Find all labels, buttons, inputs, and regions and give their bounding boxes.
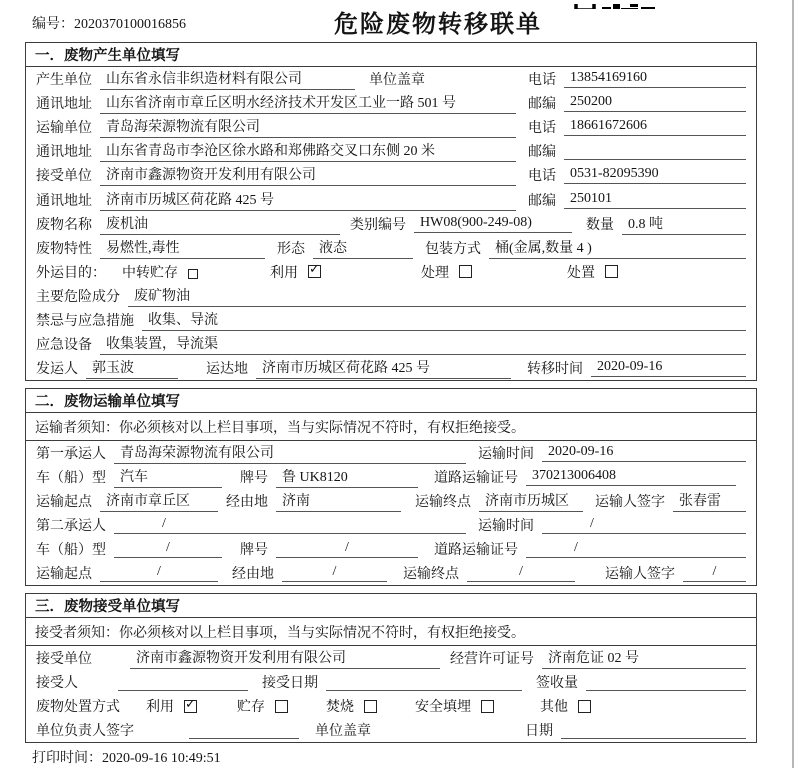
quantity-value: 0.8 吨 [622, 213, 746, 235]
quantity-label: 数量 [586, 217, 614, 233]
vehicle-type-label: 车（船）型 [36, 543, 106, 558]
receive-unit-label: 接受单位 [36, 169, 92, 185]
carrier2-value: / [114, 516, 466, 534]
serial-number: 2020370100016856 [74, 17, 186, 32]
row-waste-name [26, 212, 756, 236]
right-window-edge [792, 0, 794, 768]
unit-stamp-label: 单位盖章 [369, 73, 425, 89]
plate-label: 牌号 [240, 471, 268, 486]
via-value: 济南 [276, 490, 401, 512]
route-start-value: / [100, 564, 218, 582]
transporter-sign-label: 运输人签字 [605, 567, 675, 582]
vehicle-type-value: / [114, 540, 222, 558]
transporter-sign-value: 张春雷 [673, 490, 746, 512]
purpose-option [421, 262, 472, 282]
clipped-stamp-icon [574, 0, 656, 9]
disposal-option [237, 696, 288, 716]
row-produce-unit [26, 67, 756, 91]
row-carrier-1 [26, 441, 756, 465]
road-license-value: 370213006408 [526, 468, 736, 486]
receive-date-label: 接受日期 [262, 676, 318, 691]
disposal-option [146, 696, 197, 716]
section-producer-title: 一．废物产生单位填写 [26, 43, 756, 67]
transporter-notice: 运输者须知：你必须核对以上栏目事项，当与实际情况不符时，有权拒绝接受。 [26, 413, 756, 441]
receiver-value [118, 674, 248, 691]
purpose-label: 外运目的： [36, 265, 106, 281]
section-producer [25, 42, 757, 381]
dispatcher-label: 发运人 [36, 362, 78, 378]
row-address-2 [26, 139, 756, 163]
date-label: 日期 [525, 724, 553, 739]
via-value: / [282, 564, 387, 582]
row-equipment [26, 332, 756, 356]
row-receiver [26, 670, 756, 694]
packing-label: 包装方式 [425, 241, 481, 257]
unit-head-sign-label: 单位负责人签字 [36, 724, 134, 739]
produce-unit-label: 产生单位 [36, 73, 92, 89]
transporter-sign-label: 运输人签字 [595, 495, 665, 510]
purpose-option-label: 中转贮存 [122, 265, 178, 281]
zip-value: 250200 [564, 94, 746, 112]
business-license-label: 经营许可证号 [450, 652, 534, 667]
row-receive-unit [26, 646, 756, 670]
row-disposal [26, 694, 756, 718]
checkbox-checked-icon [308, 265, 321, 278]
route-start-label: 运输起点 [36, 567, 92, 582]
checkbox-checked-icon [184, 700, 197, 713]
business-license-value: 济南危证 02 号 [542, 647, 746, 669]
zip-label: 邮编 [528, 193, 556, 209]
form-label: 形态 [277, 241, 305, 257]
address-value: 山东省青岛市李沧区徐水路和郑佛路交叉口东侧 20 米 [100, 140, 516, 162]
phone-value: 0531-82095390 [564, 166, 746, 184]
row-route-2 [26, 561, 756, 585]
purpose-option [122, 262, 198, 282]
transport-time-value: / [542, 516, 746, 534]
road-license-label: 道路运输证号 [434, 471, 518, 486]
produce-unit-value: 山东省永信非织造材料有限公司 [100, 68, 355, 90]
equipment-label: 应急设备 [36, 338, 92, 354]
row-address-1 [26, 91, 756, 115]
transport-time-label: 运输时间 [478, 519, 534, 534]
packing-value: 桶(金属,数量 4 ) [489, 237, 746, 259]
section-transporter [25, 388, 757, 586]
road-license-value: / [526, 540, 746, 558]
category-code-label: 类别编号 [350, 217, 406, 233]
zip-label: 邮编 [528, 97, 556, 113]
serial-label: 编号： [32, 17, 74, 32]
print-time-value: 2020-09-16 10:49:51 [102, 751, 221, 766]
purpose-option [567, 262, 618, 282]
disposal-option-label: 其他 [540, 700, 568, 715]
plate-label: 牌号 [240, 543, 268, 558]
address-value: 济南市历城区荷花路 425 号 [100, 189, 516, 211]
transport-unit-value: 青岛海荣源物流有限公司 [100, 116, 516, 138]
taboo-value: 收集、导流 [142, 309, 746, 331]
section-receiver [25, 593, 757, 743]
hazard-label: 主要危险成分 [36, 289, 120, 305]
vehicle-type-label: 车（船）型 [36, 471, 106, 486]
route-end-value: / [467, 564, 575, 582]
via-label: 经由地 [226, 495, 268, 510]
receive-unit-value: 济南市鑫源物资开发利用有限公司 [130, 647, 440, 669]
route-end-label: 运输终点 [415, 495, 471, 510]
row-dispatch [26, 356, 756, 380]
purpose-option [270, 262, 321, 282]
signed-quantity-label: 签收量 [536, 676, 578, 691]
transfer-time-value: 2020-09-16 [591, 359, 746, 377]
receive-date-value [326, 674, 522, 691]
phone-value: 18661672606 [564, 118, 746, 136]
via-label: 经由地 [232, 567, 274, 582]
category-code-value: HW08(900-249-08) [414, 215, 572, 233]
dispatcher-value: 郭玉波 [86, 357, 178, 379]
section-receiver-title: 三．废物接受单位填写 [26, 594, 756, 618]
checkbox-icon [605, 265, 618, 278]
transport-unit-label: 运输单位 [36, 121, 92, 137]
row-carrier-2 [26, 513, 756, 537]
destination-value: 济南市历城区荷花路 425 号 [256, 357, 511, 379]
receive-unit-value: 济南市鑫源物资开发利用有限公司 [100, 164, 516, 186]
checkbox-icon [275, 700, 288, 713]
receiver-notice: 接受者须知：你必须核对以上栏目事项，当与实际情况不符时，有权拒绝接受。 [26, 618, 756, 646]
carrier1-label: 第一承运人 [36, 447, 106, 462]
address-label: 通讯地址 [36, 97, 92, 113]
road-license-label: 道路运输证号 [434, 543, 518, 558]
route-end-value: 济南市历城区 [479, 490, 583, 512]
disposal-option [415, 696, 494, 716]
print-time [32, 747, 221, 767]
transport-time-label: 运输时间 [478, 447, 534, 462]
purpose-option-label: 利用 [270, 265, 298, 281]
row-transport-unit [26, 115, 756, 139]
date-value [561, 722, 746, 739]
waste-name-value: 废机油 [100, 213, 340, 235]
checkbox-icon [578, 700, 591, 713]
form-value: 液态 [313, 237, 413, 259]
phone-value: 13854169160 [564, 70, 746, 88]
row-waste-props [26, 236, 756, 260]
purpose-option-label: 处置 [567, 265, 595, 281]
row-address-3 [26, 187, 756, 211]
checkbox-icon [459, 265, 472, 278]
address-value: 山东省济南市章丘区明水经济技术开发区工业一路 501 号 [100, 92, 516, 114]
zip-value [564, 143, 746, 160]
route-end-label: 运输终点 [403, 567, 459, 582]
receive-unit-label: 接受单位 [36, 652, 92, 667]
zip-value: 250101 [564, 191, 746, 209]
row-vehicle-1 [26, 465, 756, 489]
row-receive-unit [26, 163, 756, 187]
taboo-label: 禁忌与应急措施 [36, 313, 134, 329]
disposal-option-label: 贮存 [237, 700, 265, 715]
equipment-value: 收集装置，导流渠 [100, 333, 746, 355]
phone-label: 电话 [528, 169, 556, 185]
signed-quantity-value [586, 674, 746, 691]
waste-props-label: 废物特性 [36, 241, 92, 257]
transfer-time-label: 转移时间 [527, 362, 583, 378]
carrier2-label: 第二承运人 [36, 519, 106, 534]
disposal-label: 废物处置方式 [36, 700, 120, 715]
checkbox-icon [188, 269, 198, 279]
hazard-value: 废矿物油 [128, 285, 746, 307]
plate-value: / [276, 540, 418, 558]
phone-label: 电话 [528, 73, 556, 89]
plate-value: 鲁 UK8120 [276, 466, 418, 488]
address-label: 通讯地址 [36, 193, 92, 209]
row-purpose [26, 260, 756, 284]
section-transporter-title: 二．废物运输单位填写 [26, 389, 756, 413]
phone-label: 电话 [528, 121, 556, 137]
purpose-option-label: 处理 [421, 265, 449, 281]
unit-stamp-label: 单位盖章 [315, 724, 371, 739]
carrier1-value: 青岛海荣源物流有限公司 [114, 442, 466, 464]
unit-head-sign-value [189, 722, 299, 739]
receiver-label: 接受人 [36, 676, 78, 691]
print-time-label: 打印时间： [32, 751, 102, 766]
destination-label: 运达地 [206, 362, 248, 378]
disposal-option-label: 利用 [146, 700, 174, 715]
row-vehicle-2 [26, 537, 756, 561]
address-label: 通讯地址 [36, 145, 92, 161]
disposal-option-label: 安全填埋 [415, 700, 471, 715]
disposal-option [326, 696, 377, 716]
route-start-label: 运输起点 [36, 495, 92, 510]
waste-props-value: 易燃性,毒性 [100, 237, 265, 259]
transporter-sign-value: / [683, 564, 746, 582]
zip-label: 邮编 [528, 145, 556, 161]
checkbox-icon [364, 700, 377, 713]
vehicle-type-value: 汽车 [114, 466, 222, 488]
checkbox-icon [481, 700, 494, 713]
page-title: 危险废物转移联单 [334, 11, 542, 38]
row-hazard [26, 284, 756, 308]
row-taboo [26, 308, 756, 332]
waste-name-label: 废物名称 [36, 217, 92, 233]
disposal-option-label: 焚烧 [326, 700, 354, 715]
disposal-option [540, 696, 591, 716]
route-start-value: 济南市章丘区 [100, 490, 218, 512]
row-route-1 [26, 489, 756, 513]
row-signature [26, 718, 756, 742]
transport-time-value: 2020-09-16 [542, 444, 746, 462]
